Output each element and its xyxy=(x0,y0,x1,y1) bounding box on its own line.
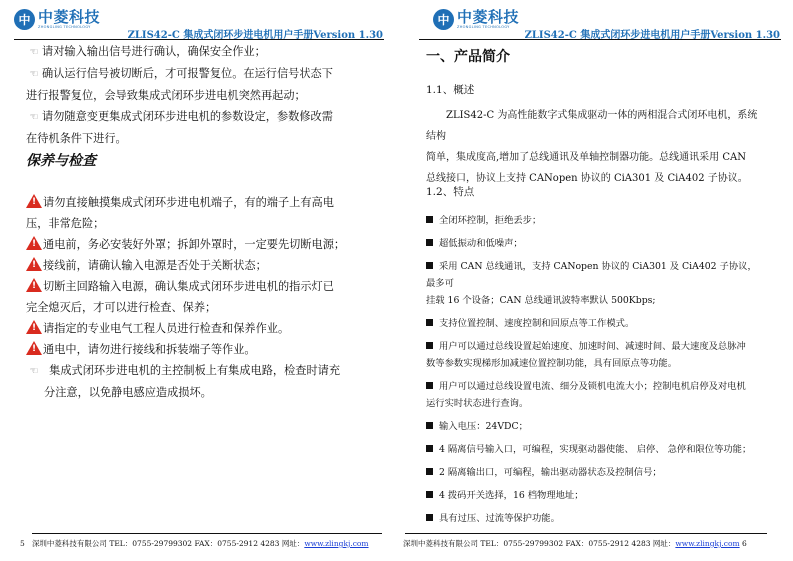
header-title: ZLIS42-C 集成式闭环步进电机用户手册Version 1.30 xyxy=(524,30,780,41)
list-item: 全闭环控制，拒绝丢步； xyxy=(426,212,766,229)
list-item: !通电中，请勿进行接线和拆装端子等作业。 xyxy=(26,339,368,360)
footer-contact: 深圳中菱科技有限公司 TEL：0755-29799302 FAX：0755-2912 4283 网址： xyxy=(31,539,305,548)
company-logo xyxy=(14,9,100,30)
list-item: 支持位置控制、速度控制和回原点等工作模式。 xyxy=(426,315,766,332)
bullet-square-icon xyxy=(426,262,433,269)
list-item: !请勿直接触摸集成式闭环步进电机端子，有的端子上有高电 xyxy=(26,192,368,213)
header-title: ZLIS42-C 集成式闭环步进电机用户手册Version 1.30 xyxy=(127,30,383,41)
footer-contact: 深圳中菱科技有限公司 TEL：0755-29799302 FAX：0755-2912 4283 网址： xyxy=(403,539,676,548)
list-item: 压，非常危险； xyxy=(26,217,105,230)
warning-icon xyxy=(26,194,42,208)
check-note-icon: ☜ xyxy=(29,69,39,80)
bullet-square-icon xyxy=(426,382,433,389)
safety-notes-list xyxy=(26,41,368,149)
page-left xyxy=(0,0,396,561)
logo-subtitle: ZHONGLING TECHNOLOGY xyxy=(38,24,91,29)
bullet-square-icon xyxy=(426,319,433,326)
list-item: 数等参数实现梯形加减速位置控制功能，具有回原点等功能。 xyxy=(426,358,678,369)
logo-emblem-icon: 中 xyxy=(14,9,35,30)
bullet-square-icon xyxy=(426,216,433,223)
warning-icon xyxy=(26,341,42,355)
list-item: 完全熄灭后，才可以进行检查、保养； xyxy=(26,301,217,314)
section-title: 保养与检查 xyxy=(26,153,96,169)
bullet-square-icon xyxy=(426,239,433,246)
check-note-icon: ☜ xyxy=(29,47,39,58)
features-list xyxy=(426,212,766,527)
page-number: 5 xyxy=(20,539,25,548)
logo-name: 中菱科技 xyxy=(38,7,101,26)
footer xyxy=(20,538,386,549)
overview-text: ZLIS42-C 为高性能数字式集成驱动一体的两相混合式闭环电机，系统结构 简单，集成度高,增加了总线通讯及单轴控制器功能。总线通讯采用 CAN 总线接口，协议上支持 CANopen 协议的 CiA301 及 CiA402 子协议。 xyxy=(426,110,758,184)
list-item: 分注意，以免静电感应造成损坏。 xyxy=(44,386,212,399)
bullet-square-icon xyxy=(426,445,433,452)
footer-divider xyxy=(32,533,382,534)
list-item: !接线前，请确认输入电源是否处于关断状态； xyxy=(26,255,368,276)
list-item: 超低振动和低噪声； xyxy=(426,235,766,252)
company-logo xyxy=(433,9,519,30)
list-item: !通电前，务必安装好外罩；拆卸外罩时，一定要先切断电源； xyxy=(26,234,368,255)
list-item: !切断主回路输入电源，确认集成式闭环步进电机的指示灯已 xyxy=(26,276,368,297)
page-number: 6 xyxy=(742,539,747,548)
warning-icon xyxy=(26,257,42,271)
logo-subtitle: ZHONGLING TECHNOLOGY xyxy=(457,24,510,29)
bullet-square-icon xyxy=(426,491,433,498)
list-item: 具有过压、过流等保护功能。 xyxy=(426,510,766,527)
bullet-square-icon xyxy=(426,422,433,429)
logo-emblem-icon: 中 xyxy=(433,9,454,30)
list-item: 4 拨码开关选择，16 档物理地址； xyxy=(426,487,766,504)
list-item: 用户可以通过总线设置起始速度、加速时间、减速时间、最大速度及总脉冲 xyxy=(426,338,766,355)
website-link[interactable]: www.zlingkj.com xyxy=(675,539,740,548)
list-item: 采用 CAN 总线通讯，支持 CANopen 协议的 CiA301 及 CiA402 子协议，最多可 xyxy=(426,261,757,289)
subsection-title: 1.2、特点 xyxy=(426,186,475,198)
list-item: 在待机条件下进行。 xyxy=(26,132,127,145)
list-item: !请指定的专业电气工程人员进行检查和保养作业。 xyxy=(26,318,368,339)
header-divider xyxy=(14,39,384,40)
website-link[interactable]: www.zlingkj.com xyxy=(304,539,369,548)
subsection-title: 1.1、概述 xyxy=(426,84,475,96)
bullet-square-icon xyxy=(426,468,433,475)
list-item: ☜ 确认运行信号被切断后，才可报警复位。在运行信号状态下 xyxy=(26,63,368,85)
bullet-square-icon xyxy=(426,514,433,521)
maintenance-list xyxy=(26,192,368,403)
list-item: 挂载 16 个设备；CAN 总线通讯波特率默认 500Kbps; xyxy=(426,295,656,306)
list-item: 进行报警复位，会导致集成式闭环步进电机突然再起动； xyxy=(26,89,306,102)
list-item: 用户可以通过总线设置电流、细分及锁机电流大小；控制电机启停及对电机 xyxy=(426,378,766,395)
logo-name: 中菱科技 xyxy=(457,7,520,26)
footer xyxy=(403,538,747,549)
chapter-title: 一、产品简介 xyxy=(426,49,510,65)
list-item: 2 隔离输出口，可编程，输出驱动器状态及控制信号； xyxy=(426,464,766,481)
list-item: 4 隔离信号输入口，可编程，实现驱动器使能、 启停、 急停和限位等功能； xyxy=(426,441,766,458)
check-note-icon: ☜ xyxy=(29,112,39,123)
list-item: 运行实时状态进行查询。 xyxy=(426,398,529,409)
footer-divider xyxy=(405,533,767,534)
check-note-icon: ☜ xyxy=(29,366,39,377)
list-item: ☜ 请对输入输出信号进行确认，确保安全作业； xyxy=(26,41,368,63)
list-item: ☜ 请勿随意变更集成式闭环步进电机的参数设定，参数修改需 xyxy=(26,106,368,128)
list-item: 输入电压：24VDC； xyxy=(426,418,766,435)
bullet-square-icon xyxy=(426,342,433,349)
warning-icon xyxy=(26,320,42,334)
warning-icon xyxy=(26,236,42,250)
warning-icon xyxy=(26,278,42,292)
header-divider xyxy=(419,39,781,40)
list-item: ☜ 集成式闭环步进电机的主控制板上有集成电路，检查时请充 xyxy=(26,360,368,382)
